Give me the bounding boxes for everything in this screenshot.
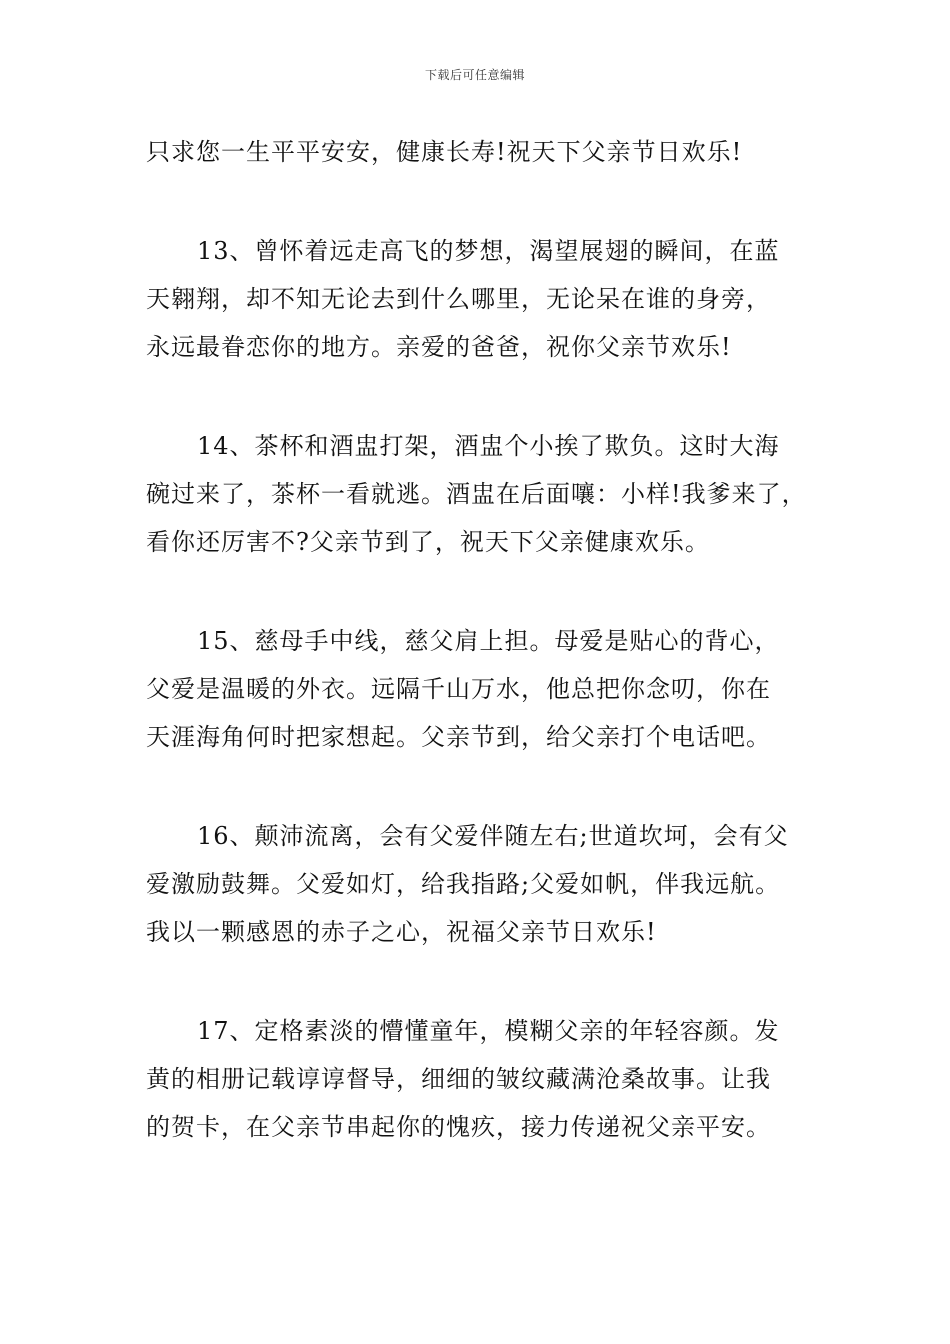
text-line: 爱激励鼓舞。父爱如灯，给我指路;父爱如帆，伴我远航。 <box>146 870 781 898</box>
text-line: 看你还厉害不?父亲节到了，祝天下父亲健康欢乐。 <box>146 528 710 556</box>
text-line: 的贺卡，在父亲节串起你的愧疚，接力传递祝父亲平安。 <box>146 1113 771 1141</box>
text-line: 永远最眷恋你的地方。亲爱的爸爸，祝你父亲节欢乐! <box>146 333 732 361</box>
header-note: 下载后可任意编辑 <box>424 68 525 82</box>
text-line: 天翱翔，却不知无论去到什么哪里，无论呆在谁的身旁， <box>146 285 771 313</box>
text-line: 14、茶杯和酒盅打架，酒盅个小挨了欺负。这时大海 <box>197 432 780 460</box>
paragraph-16 <box>146 812 826 956</box>
text-line: 只求您一生平平安安，健康长寿!祝天下父亲节日欢乐! <box>146 138 743 166</box>
document-body <box>146 128 826 1202</box>
text-line: 碗过来了，茶杯一看就逃。酒盅在后面嚷：小样!我爹来了， <box>146 480 807 508</box>
paragraph-14 <box>146 422 826 566</box>
paragraph-15 <box>146 617 826 761</box>
text-line: 17、定格素淡的懵懂童年，模糊父亲的年轻容颜。发 <box>197 1017 780 1045</box>
text-line: 天涯海角何时把家想起。父亲节到，给父亲打个电话吧。 <box>146 723 771 751</box>
text-line: 16、颠沛流离，会有父爱伴随左右;世道坎坷，会有父 <box>197 822 789 850</box>
paragraph-17 <box>146 1007 826 1151</box>
text-line: 13、曾怀着远走高飞的梦想，渴望展翅的瞬间，在蓝 <box>197 237 780 265</box>
text-line: 15、慈母手中线，慈父肩上担。母爱是贴心的背心， <box>197 627 780 655</box>
paragraph-continuation <box>146 128 826 176</box>
text-line: 我以一颗感恩的赤子之心，祝福父亲节日欢乐! <box>146 918 657 946</box>
text-line: 黄的相册记载谆谆督导，细细的皱纹藏满沧桑故事。让我 <box>146 1065 771 1093</box>
text-line: 父爱是温暖的外衣。远隔千山万水，他总把你念叨，你在 <box>146 675 771 703</box>
paragraph-13 <box>146 227 826 371</box>
